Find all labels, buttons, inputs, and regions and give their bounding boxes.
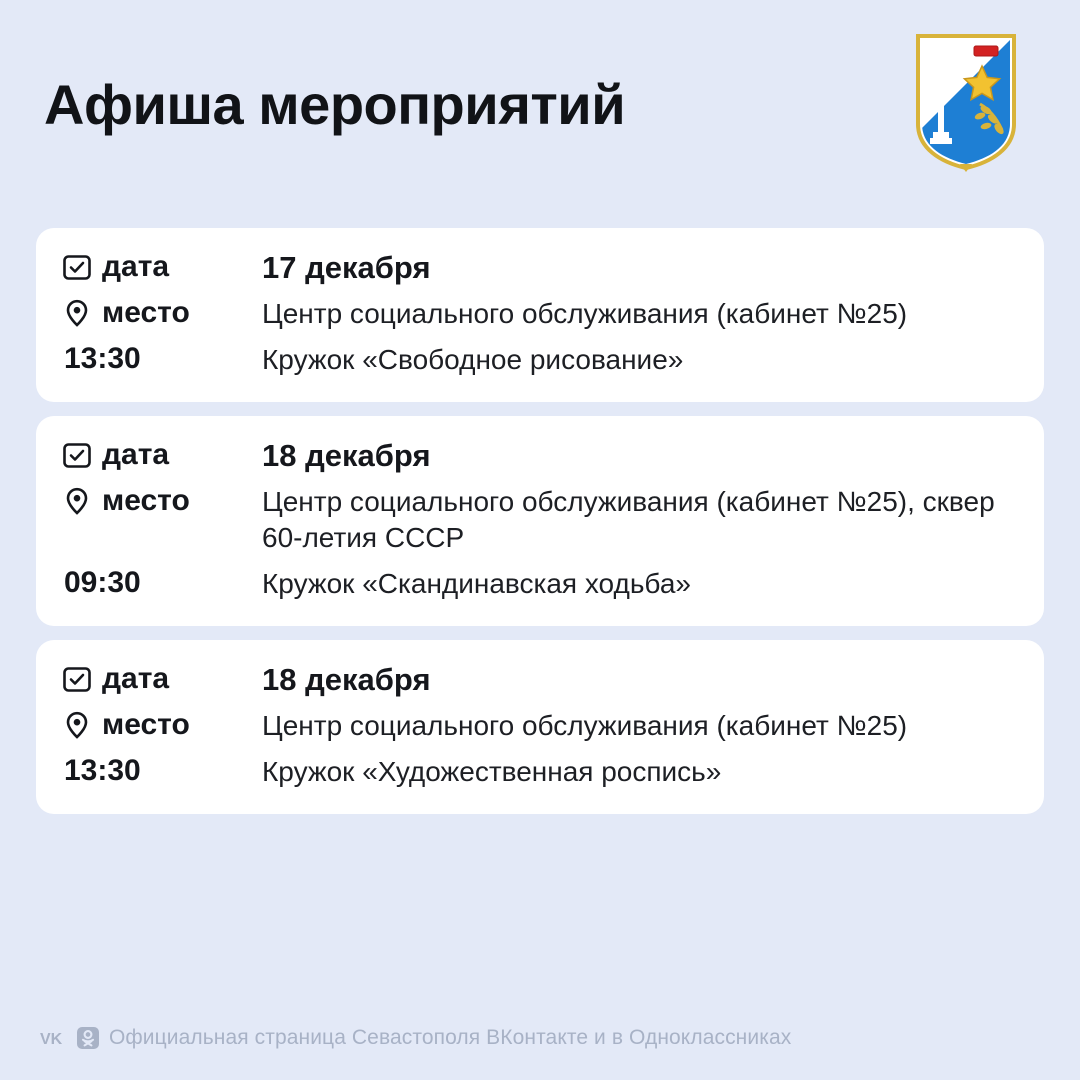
event-date-row (62, 250, 1018, 286)
calendar-check-icon (62, 440, 92, 470)
event-date-row (62, 438, 1018, 474)
map-pin-icon (62, 486, 92, 516)
event-time-value: 13:30 (64, 754, 141, 787)
event-time-row (62, 754, 1018, 790)
event-card (36, 228, 1044, 402)
event-title-value: Кружок «Свободное рисование» (262, 344, 684, 375)
event-place-row (62, 708, 1018, 744)
events-list (36, 228, 1044, 828)
event-date-value: 17 декабря (262, 250, 431, 285)
event-time-row (62, 566, 1018, 602)
map-pin-icon (62, 710, 92, 740)
event-time-value: 09:30 (64, 566, 141, 599)
date-label-group (62, 250, 262, 284)
coat-of-arms-sevastopol (914, 32, 1018, 172)
event-time-value: 13:30 (64, 342, 141, 375)
page-header (0, 0, 1080, 200)
time-group (62, 754, 262, 788)
event-title-value: Кружок «Скандинавская ходьба» (262, 568, 691, 599)
vk-icon[interactable] (40, 1028, 70, 1048)
event-place-row (62, 484, 1018, 556)
calendar-check-icon (62, 664, 92, 694)
map-pin-icon (62, 298, 92, 328)
date-label-group (62, 662, 262, 696)
place-label: место (102, 708, 190, 741)
event-time-row (62, 342, 1018, 378)
place-label-group (62, 296, 262, 330)
time-group (62, 566, 262, 600)
social-icons (40, 1026, 99, 1050)
event-place-value: Центр социального обслуживания (кабинет №25) (262, 298, 908, 329)
event-place-row (62, 296, 1018, 332)
event-title-value: Кружок «Художественная роспись» (262, 756, 722, 787)
event-date-row (62, 662, 1018, 698)
date-label: дата (102, 250, 170, 283)
event-place-value: Центр социального обслуживания (кабинет №25), сквер 60-летия СССР (262, 486, 995, 553)
place-label-group (62, 708, 262, 742)
page-title: Афиша мероприятий (44, 73, 626, 136)
footer-text: Официальная страница Севастополя ВКонтакте и в Одноклассниках (109, 1026, 792, 1049)
event-date-value: 18 декабря (262, 662, 431, 697)
time-group (62, 342, 262, 376)
odnoklassniki-icon[interactable] (77, 1026, 99, 1050)
calendar-check-icon (62, 252, 92, 282)
place-label: место (102, 296, 190, 329)
date-label: дата (102, 662, 170, 695)
svg-text:VK: VK (40, 1031, 63, 1048)
event-date-value: 18 декабря (262, 438, 431, 473)
event-card (36, 416, 1044, 626)
date-label: дата (102, 438, 170, 471)
date-label-group (62, 438, 262, 472)
event-place-value: Центр социального обслуживания (кабинет №25) (262, 710, 908, 741)
event-card (36, 640, 1044, 814)
place-label-group (62, 484, 262, 518)
footer (40, 1026, 791, 1050)
place-label: место (102, 484, 190, 517)
